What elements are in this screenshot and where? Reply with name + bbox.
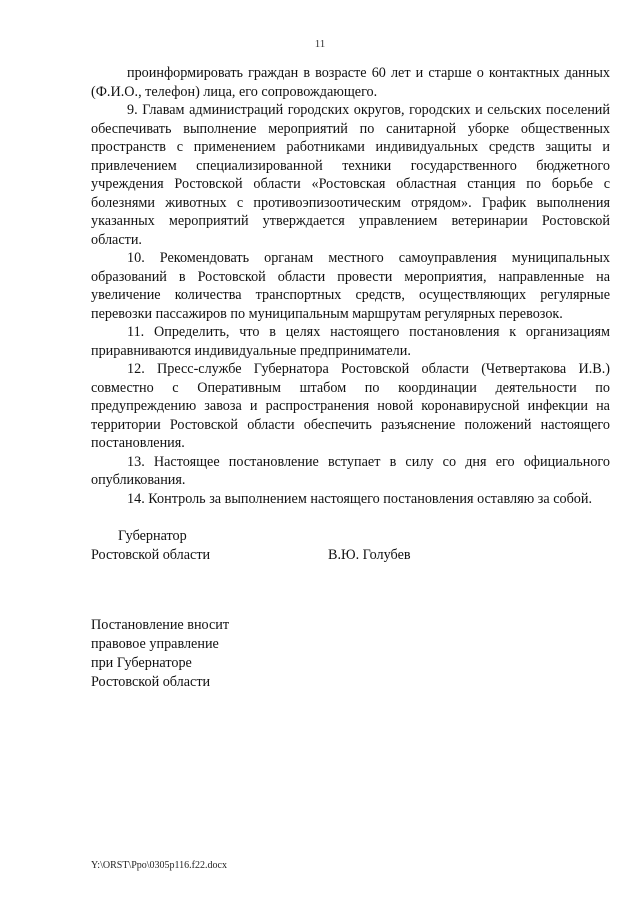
signature-position-region: Ростовской области [91, 546, 211, 563]
paragraph-10: 10. Рекомендовать органам местного самоуправления муниципальных образований в Ростовской области провести мероприятия, направленные на увеличение количества транспортных средств, осуществляющих регулярные перевозки пассажиров по муниципальным маршрутам регулярных перевозок. [91, 250, 610, 322]
page-number: 11 [314, 38, 326, 50]
paragraph-9: 9. Главам администраций городских округов, городских и сельских поселений обеспечивать выполнение мероприятий по санитарной уборке общественных пространств с применением работниками индивидуальных средств защиты и привлечением специализированной техники государственного бюджетного учреждения Ростовской области «Ростовская областная станция по борьбе с болезнями животных с противоэпизоотическим отрядом». График выполнения указанных мероприятий утверждается управлением ветеринарии Ростовской области. [91, 102, 610, 248]
signature-position-title: Губернатор [118, 528, 187, 544]
document-body [91, 64, 610, 508]
paragraph-11: 11. Определить, что в целях настоящего постановления к организациям приравниваются индивидуальные предприниматели. [91, 324, 610, 359]
file-path-footer: Y:\ORST\Ppo\0305p116.f22.docx [91, 860, 227, 871]
paragraph-12: 12. Пресс-службе Губернатора Ростовской области (Четвертакова И.В.) совместно с Оперативным штабом по координации деятельности по предупреждению завоза и распространения новой коронавирусной инфекции на территории Ростовской области обеспечить разъяснение положений настоящего постановления. [91, 361, 610, 451]
paragraph-14: 14. Контроль за выполнением настоящего постановления оставляю за собой. [127, 490, 593, 507]
submitter-block [91, 616, 229, 692]
submitter-line-4: Ростовской области [91, 674, 211, 690]
signatory-name: В.Ю. Голубев [328, 546, 411, 563]
submitter-line-2: правовое управление [91, 636, 219, 652]
submitter-line-1: Постановление вносит [91, 617, 230, 633]
paragraph-13: 13. Настоящее постановление вступает в силу со дня его официального опубликования. [91, 453, 610, 488]
signature-block [91, 527, 610, 564]
submitter-line-3: при Губернаторе [91, 655, 192, 671]
paragraph-continuation: проинформировать граждан в возрасте 60 лет и старше о контактных данных (Ф.И.О., телефон) лица, его сопровождающего. [91, 65, 610, 100]
